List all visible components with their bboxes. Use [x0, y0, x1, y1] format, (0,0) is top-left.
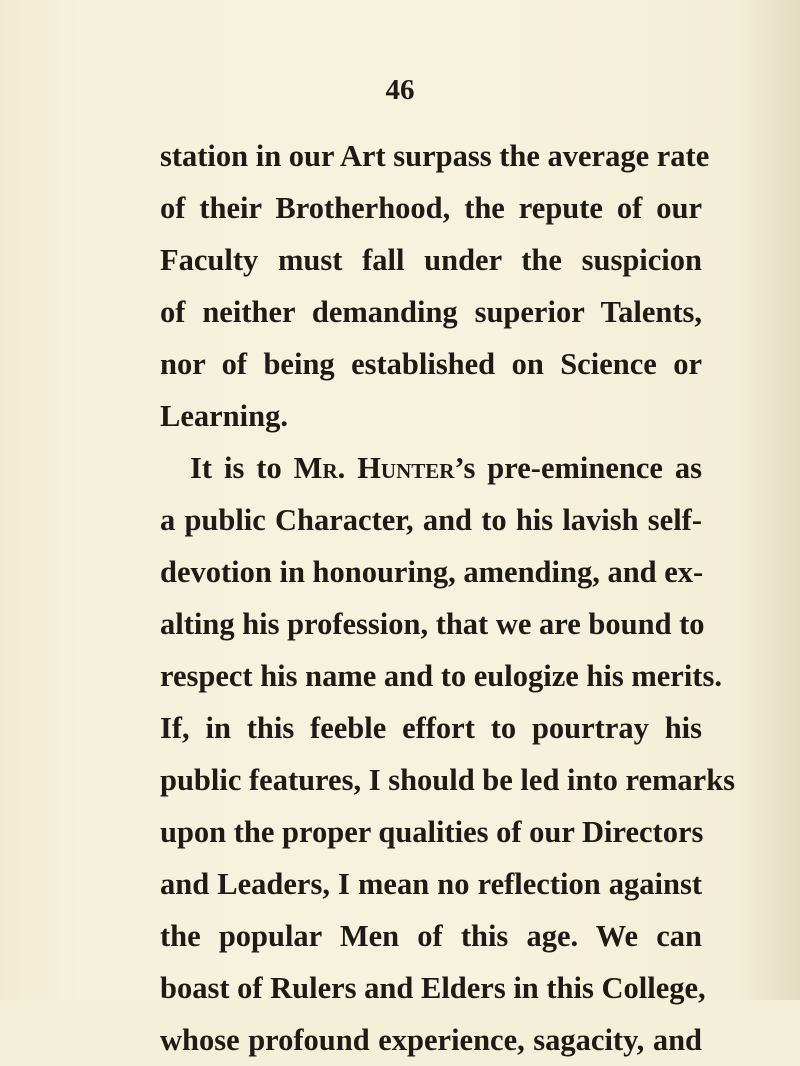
text-segment: It is to: [190, 451, 294, 485]
text-line: nor of being established on Science or: [160, 347, 702, 381]
text-line: boast of Rulers and Elders in this College,: [160, 971, 706, 1005]
text-line: If, in this feeble effort to pourtray his: [160, 711, 702, 745]
name-small-caps: Mr. Hunter: [293, 451, 455, 485]
text-line: Faculty must fall under the suspicion: [160, 243, 702, 277]
text-line: whose profound experience, sagacity, and: [160, 1023, 702, 1057]
text-line: of neither demanding superior Talents,: [160, 295, 702, 329]
text-segment: ’s pre-eminence as: [454, 451, 702, 485]
text-line: and Leaders, I mean no reflection against: [160, 867, 702, 901]
text-line: respect his name and to eulogize his merits.: [160, 659, 722, 693]
text-line: of their Brotherhood, the repute of our: [160, 191, 702, 225]
body-text: [160, 130, 736, 1066]
text-line: public features, I should be led into remarks: [160, 763, 736, 797]
text-line: Learning.: [160, 399, 288, 433]
text-line: devotion in honouring, amending, and ex-: [160, 555, 704, 589]
paragraph-first-line: [160, 442, 702, 494]
text-line: the popular Men of this age. We can: [160, 919, 702, 953]
page-number: 46: [385, 74, 415, 106]
text-line: alting his profession, that we are bound to: [160, 607, 705, 641]
text-line: a public Character, and to his lavish self-: [160, 503, 702, 537]
text-line: station in our Art surpass the average rate: [160, 139, 710, 173]
text-line: upon the proper qualities of our Directors: [160, 815, 704, 849]
